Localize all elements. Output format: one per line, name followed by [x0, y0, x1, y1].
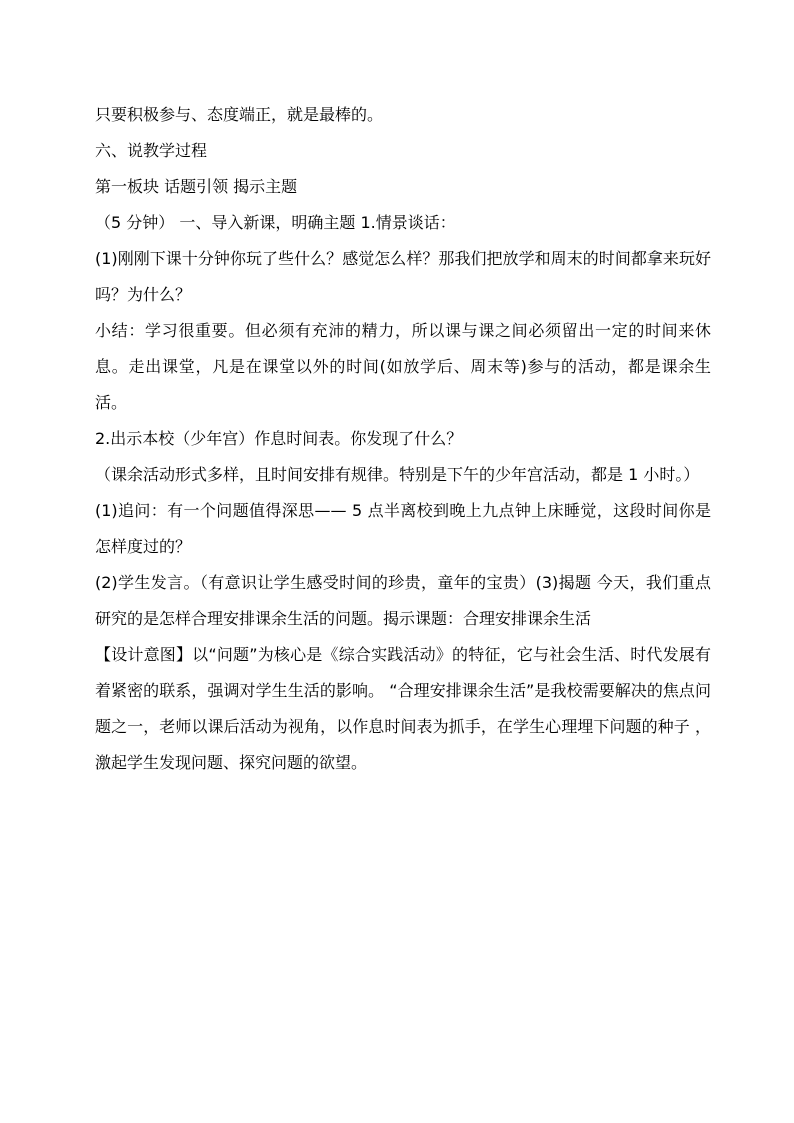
- paragraph-summary: 小结：学习很重要。但必须有充沛的精力，所以课与课之间必须留出一定的时间来休息。走出课堂，凡是在课堂以外的时间(如放学后、周末等)参与的活动，都是课余生活。: [95, 321, 711, 412]
- subsection-heading-part-one: 第一板块 话题引领 揭示主题: [95, 177, 298, 196]
- paragraph-question-one: (1)刚刚下课十分钟你玩了些什么？感觉怎么样？那我们把放学和周末的时间都拿来玩好吗？为什么？: [95, 249, 711, 304]
- paragraph-design-intent: 【设计意图】以“问题”为核心是《综合实践活动》的特征，它与社会生活、时代发展有着紧密的联系，强调对学生生活的影响。 “合理安排课余生活”是我校需要解决的焦点问题之一，老师以课后活动为视角，以作息时间表为抓手，在学生心理埋下问题的种子 ，激起学生发现问题、探究问题的欲望。: [95, 645, 711, 772]
- paragraph-schedule-note: （课余活动形式多样，且时间安排有规律。特别是下午的少年宫活动，都是 1 小时。）: [95, 465, 700, 484]
- paragraph-intro-step: （5 分钟） 一、导入新课，明确主题 1.情景谈话：: [95, 213, 456, 232]
- paragraph-student-speech: (2)学生发言。（有意识让学生感受时间的珍贵，童年的宝贵）(3)揭题 今天，我们重点研究的是怎样合理安排课余生活的问题。揭示课题：合理安排课余生活: [95, 573, 711, 628]
- paragraph-closing-remark: 只要积极参与、态度端正，就是最棒的。: [95, 105, 384, 124]
- paragraph-follow-up-question: (1)追问：有一个问题值得深思—— 5 点半离校到晚上九点钟上床睡觉，这段时间你是怎样度过的？: [95, 501, 711, 556]
- paragraph-schedule: 2.出示本校（少年宫）作息时间表。你发现了什么？: [95, 429, 463, 448]
- document-body: [95, 97, 711, 781]
- section-heading-teaching-process: 六、说教学过程: [95, 141, 208, 160]
